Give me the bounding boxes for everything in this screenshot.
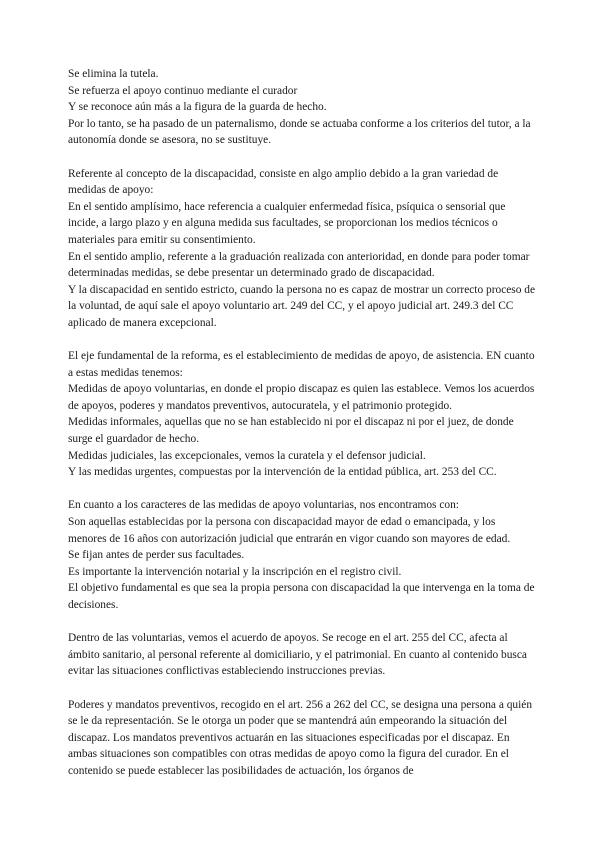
text-line: Se refuerza el apoyo continuo mediante el curador [68,84,298,97]
text-line: Dentro de las voluntarias, vemos el acuerdo de apoyos. Se recoge en el art. 255 del CC, afecta al ámbito sanitario, al personal referente al domiciliario, y el patrimonial. En cuanto al contenido busca evitar las situaciones conflictivas estableciendo instrucciones previas. [68,632,527,678]
text-line: Y la discapacidad en sentido estricto, cuando la persona no es capaz de mostrar un correcto proceso de la voluntad, de aquí sale el apoyo voluntario art. 249 del CC, y el apoyo judicial art. 249.3 del CC aplicado de manera excepcional. [68,283,536,329]
text-line: Medidas judiciales, las excepcionales, vemos la curatela y el defensor judicial. [68,449,426,462]
paragraph-preventive-powers [68,697,536,780]
text-line: Medidas de apoyo voluntarias, en donde el propio discapaz es quien las establece. Vemos los acuerdos de apoyos, poderes y mandatos preventivos, autocuratela, y el patrimonio protegido. [68,383,535,412]
paragraph-support-measures [68,348,536,481]
text-line: En cuanto a los caracteres de las medidas de apoyo voluntarias, nos encontramos con: [68,499,459,512]
text-line: Se fijan antes de perder sus facultades. [68,549,245,562]
text-line: Y las medidas urgentes, compuestas por la intervención de la entidad pública, art. 253 del CC. [68,466,497,479]
text-line: Medidas informales, aquellas que no se han establecido ni por el discapaz ni por el juez, de donde surge el guardador de hecho. [68,416,514,446]
document-page [68,66,536,780]
text-line: El eje fundamental de la reforma, es el establecimiento de medidas de apoyo, de asistencia. EN cuanto a estas medidas tenemos: [68,350,535,379]
text-line: Se elimina la tutela. [68,68,159,80]
text-line: Poderes y mandatos preventivos, recogido en el art. 256 a 262 del CC, se designa una persona a quién se le da representación. Se le otorga un poder que se mantendrá aún empeorando la situación del discapaz. Los mandatos preventivos actuarán en las situaciones especificadas por el discapaz. En ambas situaciones son compatibles con otras medidas de apoyo como la figura del curador. En el contenido se puede establecer las posibilidades de actuación, los órganos de [68,698,533,777]
text-line: Por lo tanto, se ha pasado de un paternalismo, donde se actuaba conforme a los criterios del tutor, a la autonomía donde se asesora, no se sustituye. [68,117,531,147]
text-line: Es importante la intervención notarial y la inscripción en el registro civil. [68,565,402,578]
text-line: Y se reconoce aún más a la figura de la guarda de hecho. [68,101,327,114]
paragraph-reform-summary [68,66,536,149]
text-line: El objetivo fundamental es que sea la propia persona con discapacidad la que intervenga en la toma de decisiones. [68,582,535,611]
text-line: En el sentido amplio, referente a la graduación realizada con anterioridad, en donde para poder tomar determinadas medidas, se debe presentar un determinado grado de discapacidad. [68,250,530,280]
text-line: En el sentido amplísimo, hace referencia a cualquier enfermedad física, psíquica o sensorial que incide, a largo plazo y en alguna medida sus facultades, se proporcionan los medios técnicos o materiales para emitir su consentimiento. [68,200,506,246]
text-line: Son aquellas establecidas por la persona con discapacidad mayor de edad o emancipada, y los menores de 16 años con autorización judicial que entrarán en vigor cuando son mayores de edad. [68,516,511,545]
paragraph-voluntary-characteristics [68,497,536,613]
text-line: Referente al concepto de la discapacidad, consiste en algo amplio debido a la gran variedad de medidas de apoyo: [68,167,499,197]
paragraph-support-agreement [68,630,536,680]
paragraph-disability-concept [68,166,536,332]
